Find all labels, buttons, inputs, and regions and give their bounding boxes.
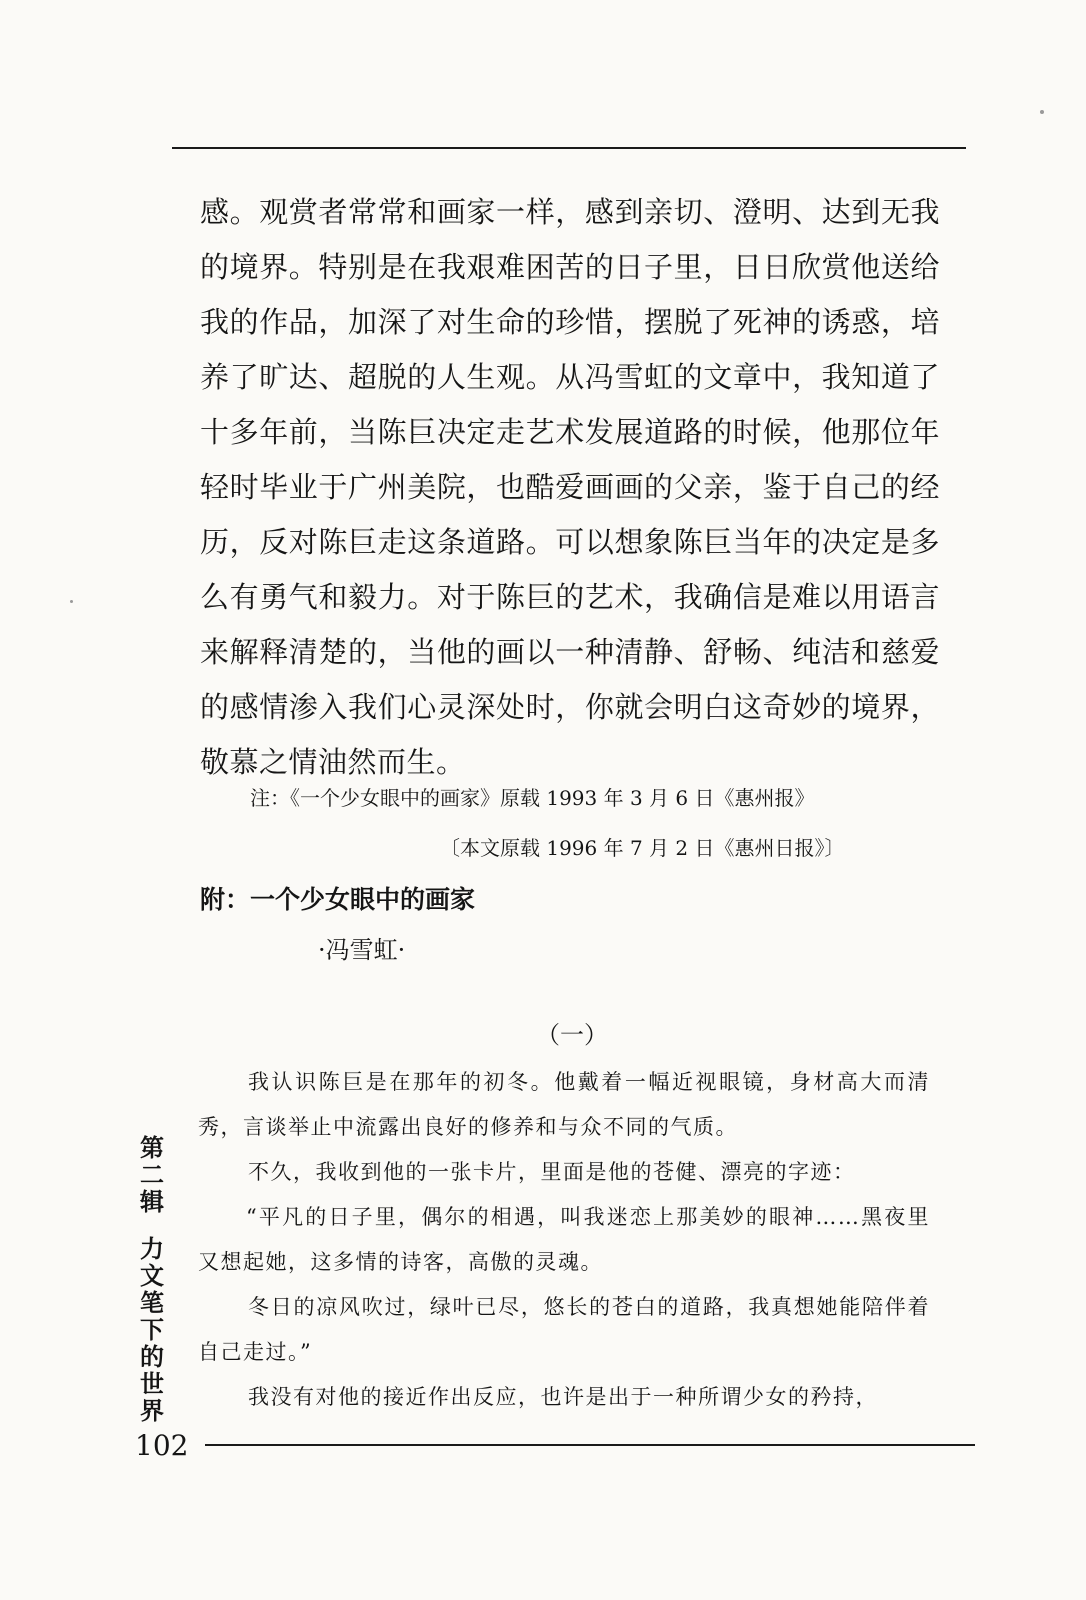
vertical-running-head <box>135 1135 169 1425</box>
paper-speck <box>70 600 73 603</box>
appendix-title: 附：一个少女眼中的画家 <box>200 885 476 914</box>
footer-rule <box>205 1444 975 1446</box>
source-note: 注：《一个少女眼中的画家》原载 1993 年 3 月 6 日《惠州报》 <box>250 786 815 810</box>
main-paragraph: 感。观赏者常常和画家一样，感到亲切、澄明、达到无我的境界。特别是在我艰难困苦的日子里，日日欣赏他送给我的作品，加深了对生命的珍惜，摆脱了死神的诱惑，培养了旷达、超脱的人生观。从冯雪虹的文章中，我知道了十多年前，当陈巨决定走艺术发展道路的时候，他那位年轻时毕业于广州美院，也酷爱画画的父亲，鉴于自己的经历，反对陈巨走这条道路。可以想象陈巨当年的决定是多么有勇气和毅力。对于陈巨的艺术，我确信是难以用语言来解释清楚的，当他的画以一种清静、舒畅、纯洁和慈爱的感情渗入我们心灵深处时，你就会明白这奇妙的境界，敬慕之情油然而生。 <box>200 195 940 779</box>
publication-note: 〔本文原载 1996 年 7 月 2 日《惠州日报》〕 <box>440 836 845 860</box>
header-rule <box>172 147 966 149</box>
appendix-paragraph: 不久，我收到他的一张卡片，里面是他的苍健、漂亮的字迹： <box>248 1160 856 1184</box>
appendix-author: ·冯雪虹· <box>318 936 406 964</box>
paper-speck <box>1040 110 1044 114</box>
running-head-gap <box>135 1216 169 1236</box>
appendix-paragraph: 我没有对他的接近作出反应，也许是出于一种所谓少女的矜持， <box>248 1385 878 1409</box>
appendix-paragraph: 我认识陈巨是在那年的初冬。他戴着一幅近视眼镜，身材高大而清秀，言谈举止中流露出良好的修养和与众不同的气质。 <box>198 1070 930 1139</box>
appendix-paragraph: “平凡的日子里，偶尔的相遇，叫我迷恋上那美妙的眼神……黑夜里又想起她，这多情的诗客，高傲的灵魂。 <box>198 1205 930 1274</box>
main-text-block <box>200 185 940 790</box>
book-title-label: 力文笔下的世界 <box>140 1235 164 1425</box>
section-number: （一） <box>536 1021 608 1049</box>
page-number: 102 <box>135 1429 189 1462</box>
appendix-body <box>198 1060 930 1420</box>
part-label: 第二辑 <box>140 1134 164 1216</box>
appendix-paragraph: 冬日的凉风吹过，绿叶已尽，悠长的苍白的道路，我真想她能陪伴着自己走过。” <box>198 1295 930 1364</box>
